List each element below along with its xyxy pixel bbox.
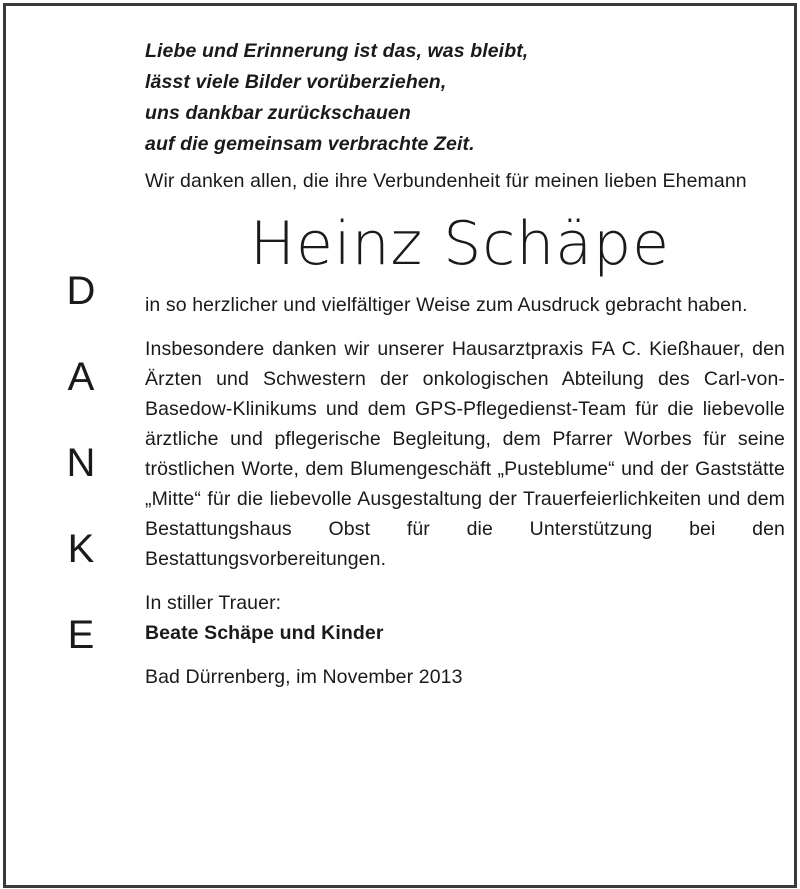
- danke-letter: K: [67, 527, 95, 571]
- poem: [145, 36, 785, 160]
- poem-line: auf die gemeinsam verbrachte Zeit.: [145, 133, 475, 155]
- family-signature: Beate Schäpe und Kinder: [145, 622, 384, 644]
- poem-line: uns dankbar zurückschauen: [145, 102, 411, 124]
- place-date: Bad Dürrenberg, im November 2013: [145, 666, 463, 688]
- mourning-label: In stiller Trauer:: [145, 592, 282, 614]
- obituary-frame: [3, 3, 797, 888]
- poem-line: Liebe und Erinnerung ist das, was bleibt,: [145, 40, 529, 62]
- danke-letter: A: [67, 355, 95, 399]
- danke-letter: N: [66, 441, 96, 485]
- danke-vertical: [61, 268, 101, 698]
- poem-line: lässt viele Bilder vorüberziehen,: [145, 71, 447, 93]
- thanks-text: Insbesondere danken wir unserer Hausarztpraxis FA C. Kießhauer, den Ärzten und Schwestern der onkologischen Abteilung des Carl-von-Basedow-Klinikums und dem GPS-Pflegedienst-Team für die liebevolle ärztliche und pflegerische Begleitung, dem Pfarrer Worbes für seine tröstlichen Worte, dem Blumengeschäft „Pusteblume“ und der Gaststätte „Mitte“ für die liebevolle Ausgestaltung der Trauerfeierlichkeiten und dem Bestattungshaus Obst für die Unterstützung bei den Bestattungsvorbereitungen.: [145, 338, 785, 570]
- deceased-name: Heinz Schäpe: [249, 209, 671, 279]
- intro-text: Wir danken allen, die ihre Verbundenheit für meinen lieben Ehemann: [145, 170, 747, 192]
- after-name-text: in so herzlicher und vielfältiger Weise zum Ausdruck gebracht haben.: [145, 294, 748, 316]
- danke-letter: D: [66, 269, 96, 313]
- danke-letter: E: [67, 613, 95, 657]
- obituary-body: [145, 36, 785, 692]
